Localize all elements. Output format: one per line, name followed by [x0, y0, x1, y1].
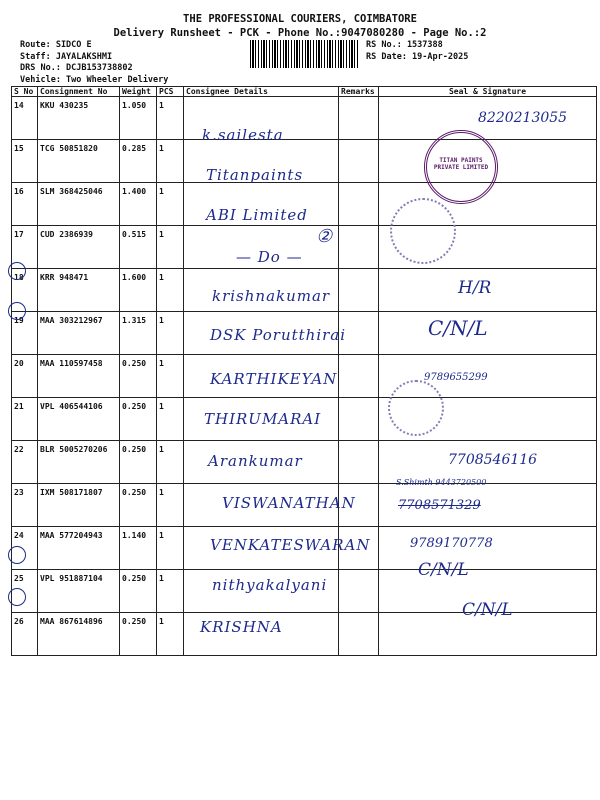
row-weight: 0.250: [120, 484, 157, 527]
staff-label: Staff: JAYALAKSHMI: [20, 51, 113, 62]
circle-mark-26: [8, 588, 26, 606]
handwritten-phone-22: 7708546116: [448, 452, 538, 468]
col-consignee: Consignee Details: [184, 87, 339, 97]
faint-seal-stamp: [390, 198, 456, 264]
col-pcs: PCS: [157, 87, 184, 97]
handwritten-mark-18: H/R: [458, 278, 492, 298]
row-sno: 15: [12, 140, 38, 183]
handwritten-consignee-26: KRISHNA: [200, 618, 283, 636]
circle-mark-19: [8, 302, 26, 320]
row-sno: 16: [12, 183, 38, 226]
row-sno: 23: [12, 484, 38, 527]
handwritten-consignee-14: k.sailesta: [202, 126, 284, 144]
handwritten-consignee-21: THIRUMARAI: [204, 410, 322, 428]
faint-seal-stamp-2: [388, 380, 444, 436]
handwritten-mark-19: C/N/L: [428, 316, 488, 340]
handwritten-consignee-17: — Do —: [236, 248, 303, 266]
row-remarks: [339, 269, 379, 312]
route-label: Route: SIDCO E: [20, 40, 92, 50]
row-remarks: [339, 183, 379, 226]
row-weight: 0.250: [120, 570, 157, 613]
row-consignment: CUD 2386939: [38, 226, 120, 269]
circle-mark-25: [8, 546, 26, 564]
row-remarks: [339, 140, 379, 183]
row-remarks: [339, 398, 379, 441]
row-remarks: [339, 355, 379, 398]
handwritten-consignee-15: Titanpaints: [206, 166, 304, 184]
row-sno: 22: [12, 441, 38, 484]
handwritten-consignee-25: nithyakalyani: [212, 576, 328, 594]
row-sno: 25: [12, 570, 38, 613]
row-remarks: [339, 441, 379, 484]
row-consignment: VPL 951887104: [38, 570, 120, 613]
row-consignment: SLM 368425046: [38, 183, 120, 226]
col-sno: S No: [12, 87, 38, 97]
row-pcs: 1: [157, 97, 184, 140]
row-pcs: 1: [157, 312, 184, 355]
handwritten-phone-14: 8220213055: [478, 110, 568, 126]
row-weight: 1.315: [120, 312, 157, 355]
row-remarks: [339, 570, 379, 613]
row-remarks: [339, 97, 379, 140]
row-weight: 0.250: [120, 355, 157, 398]
row-weight: 0.515: [120, 226, 157, 269]
handwritten-consignee-20: KARTHIKEYAN: [210, 370, 338, 388]
rs-number: RS No.: 1537388: [366, 40, 443, 50]
row-sno: 19: [12, 312, 38, 355]
row-pcs: 1: [157, 570, 184, 613]
handwritten-consignee-18: krishnakumar: [212, 287, 331, 305]
row-remarks: [339, 226, 379, 269]
handwritten-circled-2: ②: [316, 226, 333, 247]
handwritten-note-23: S.Shimth 9443720500: [396, 478, 487, 487]
row-consignment: IXM 508171807: [38, 484, 120, 527]
vehicle-label: Vehicle: Two Wheeler Delivery: [20, 74, 169, 85]
row-weight: 0.250: [120, 398, 157, 441]
row-pcs: 1: [157, 398, 184, 441]
handwritten-consignee-23: VISWANATHAN: [222, 494, 356, 512]
company-title: THE PROFESSIONAL COURIERS, COIMBATORE: [183, 13, 417, 25]
row-consignment: VPL 406544106: [38, 398, 120, 441]
row-pcs: 1: [157, 484, 184, 527]
row-pcs: 1: [157, 183, 184, 226]
handwritten-consignee-19: DSK Porutthirai: [210, 326, 347, 344]
row-sno: 18: [12, 269, 38, 312]
row-sno: 20: [12, 355, 38, 398]
handwritten-consignee-22: Arankumar: [208, 452, 303, 470]
row-weight: 1.400: [120, 183, 157, 226]
row-weight: 1.140: [120, 527, 157, 570]
row-pcs: 1: [157, 613, 184, 656]
row-weight: 0.250: [120, 613, 157, 656]
table-row: [12, 226, 597, 269]
runsheet-info-right: [366, 40, 468, 63]
row-pcs: 1: [157, 269, 184, 312]
handwritten-phone-24: 9789170778: [410, 536, 493, 551]
row-weight: 0.285: [120, 140, 157, 183]
handwritten-phone-23: 7708571329: [398, 498, 481, 513]
handwritten-consignee-24: VENKATESWARAN: [210, 536, 371, 554]
table-row: [12, 140, 597, 183]
row-weight: 1.050: [120, 97, 157, 140]
col-weight: Weight: [120, 87, 157, 97]
row-sno: 17: [12, 226, 38, 269]
col-seal-signature: Seal & Signature: [379, 87, 597, 97]
handwritten-consignee-16: ABI Limited: [206, 206, 308, 224]
row-sno: 21: [12, 398, 38, 441]
rs-date: RS Date: 19-Apr-2025: [366, 51, 469, 62]
handwritten-mark-26: C/N/L: [462, 600, 513, 620]
drs-label: DRS No.: DCJB153738802: [20, 63, 133, 73]
row-pcs: 1: [157, 355, 184, 398]
row-consignment: MAA 303212967: [38, 312, 120, 355]
row-consignment: MAA 577204943: [38, 527, 120, 570]
barcode: [250, 40, 358, 68]
company-seal-stamp: [424, 130, 498, 204]
row-sno: 14: [12, 97, 38, 140]
col-remarks: Remarks: [339, 87, 379, 97]
runsheet-subtitle: Delivery Runsheet - PCK - Phone No.:9047080280 - Page No.:2: [113, 27, 487, 39]
runsheet-info-left: [20, 40, 168, 86]
row-weight: 1.600: [120, 269, 157, 312]
row-sno: 24: [12, 527, 38, 570]
row-consignment: TCG 50851820: [38, 140, 120, 183]
row-consignment: KRR 948471: [38, 269, 120, 312]
row-pcs: 1: [157, 527, 184, 570]
stamp-text: TITAN PAINTS PRIVATE LIMITED: [433, 157, 489, 171]
handwritten-phone-20: 9789655299: [424, 372, 488, 383]
handwritten-mark-25: C/N/L: [418, 560, 469, 580]
row-consignment: KKU 430235: [38, 97, 120, 140]
row-remarks: [339, 613, 379, 656]
row-pcs: 1: [157, 140, 184, 183]
row-pcs: 1: [157, 226, 184, 269]
circle-mark-18: [8, 262, 26, 280]
col-consignment: Consignment No: [38, 87, 120, 97]
table-header-row: [12, 87, 597, 97]
row-consignment: BLR 5005270206: [38, 441, 120, 484]
row-consignment: MAA 110597458: [38, 355, 120, 398]
row-sno: 26: [12, 613, 38, 656]
row-consignment: MAA 867614896: [38, 613, 120, 656]
row-weight: 0.250: [120, 441, 157, 484]
row-pcs: 1: [157, 441, 184, 484]
